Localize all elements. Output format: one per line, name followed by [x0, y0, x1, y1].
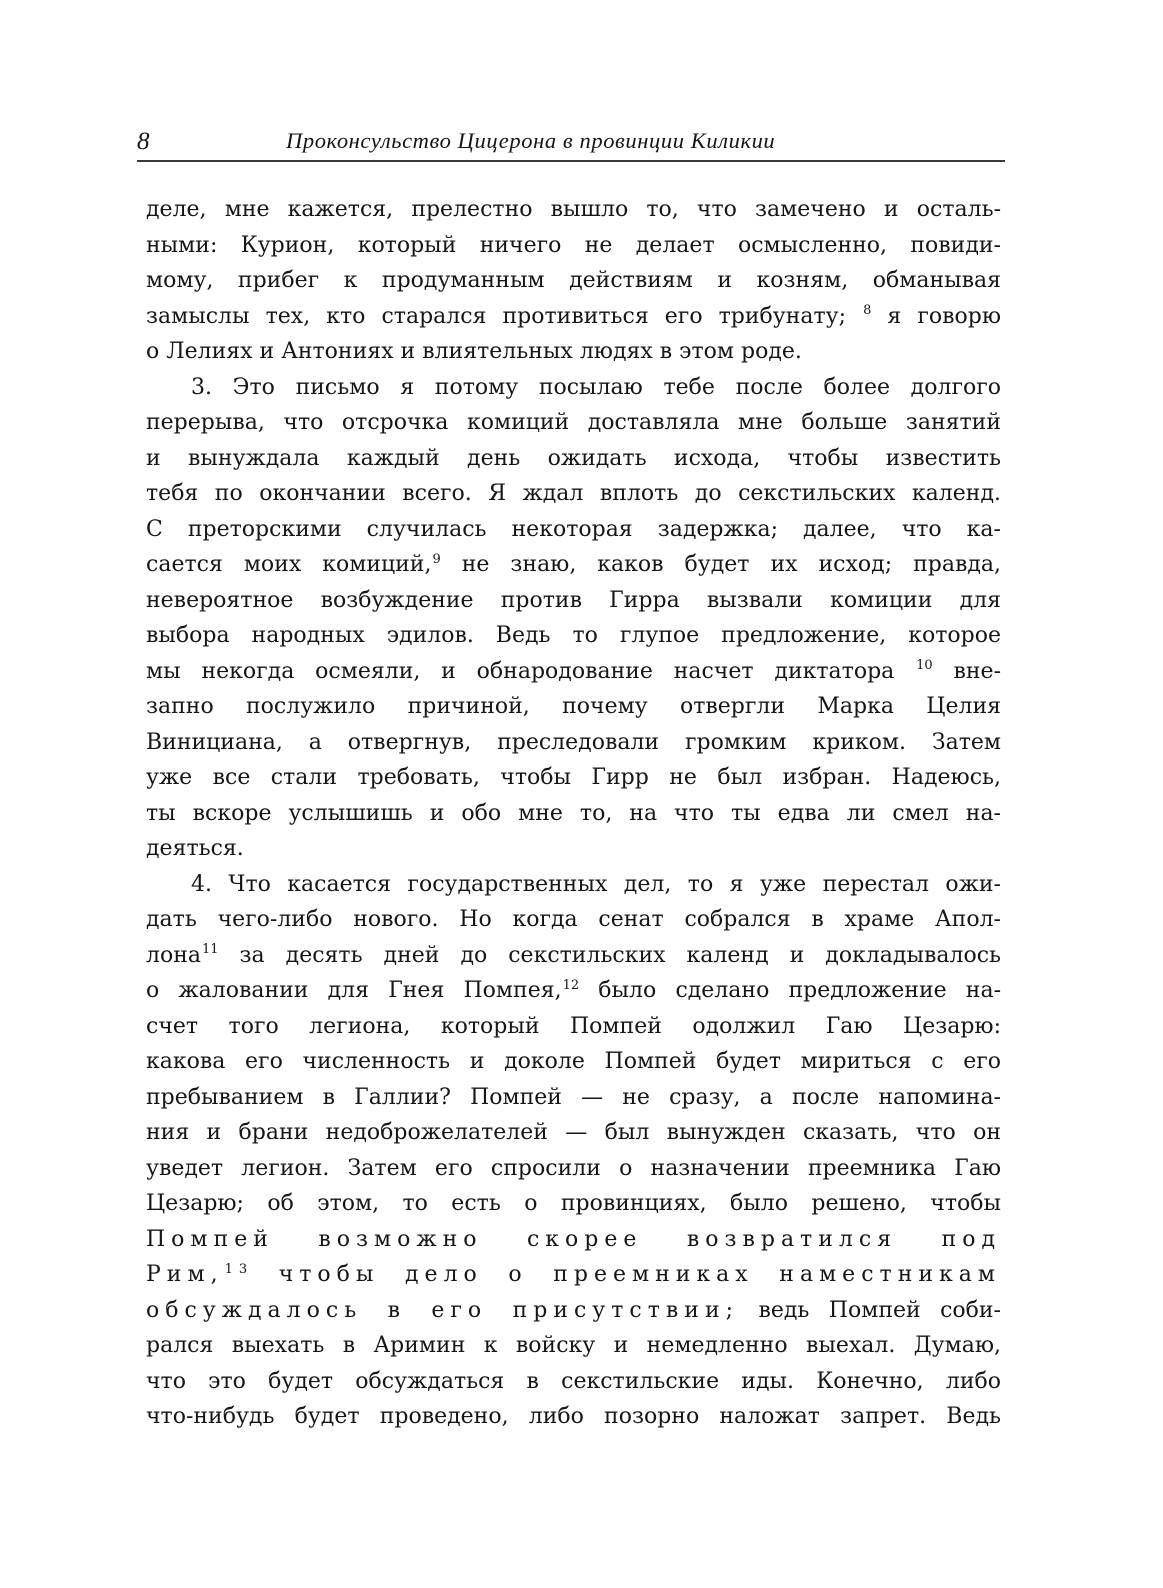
text-line: рался выехать в Аримин к войску и немедленно выехал. Думаю,	[146, 1333, 1001, 1358]
body-text	[146, 192, 1001, 1435]
text-line: что-нибудь будет проведено, либо позорно наложат запрет. Ведь	[146, 1404, 1001, 1429]
text-line: ния и брани недоброжелателей — был вынужден сказать, что он	[146, 1120, 1001, 1145]
text-line: мы некогда осмеяли, и обнародование насчет диктатора $^{10}$ вне-	[146, 658, 1002, 684]
footnote-marker: 13	[224, 1261, 254, 1277]
footnote-marker: 10	[916, 658, 933, 674]
footnote-marker: 8	[863, 303, 872, 319]
text-line: о жаловании для Гнея Помпея,$^{12}$ было сделано предложение на-	[146, 977, 1001, 1003]
text-line: ты вскоре услышишь и обо мне то, на что ты едва ли смел на-	[146, 800, 1001, 826]
text-line: и вынуждала каждый день ожидать исхода, чтобы известить	[146, 445, 1001, 471]
text-line: мому, прибег к продуманным действиям и козням, обманывая	[146, 268, 1001, 293]
text-line: Винициана, а отвергнув, преследовали громким криком. Затем	[146, 729, 1001, 755]
text-line: какова его численность и доколе Помпей будет мириться с его	[146, 1049, 1001, 1074]
text-line: выбора народных эдилов. Ведь то глупое предложение, которое	[146, 623, 1001, 648]
text-line: Цезарю; об этом, то есть о провинциях, было решено, чтобы	[146, 1191, 1001, 1216]
text-line-spaced: Рим,$^{13}$ чтобы дело о преемниках наместникам	[146, 1261, 1001, 1287]
header-rule	[137, 160, 1005, 162]
footnote-marker: 9	[432, 551, 441, 567]
text-line: уведет легион. Затем его спросили о назначении преемника Гаю	[146, 1155, 1001, 1181]
text-line: счет того легиона, который Помпей одолжил Гаю Цезарю:	[146, 1013, 1001, 1039]
text-line-spaced: Помпей возможно скорее возвратился под	[146, 1226, 1001, 1252]
text-line: невероятное возбуждение против Гирра вызвали комиции для	[146, 587, 1001, 613]
text-line: деле, мне кажется, прелестно вышло то, что замечено и осталь-	[146, 197, 1001, 222]
paragraph-start-line: 3. Это письмо я потому посылаю тебе после более долгого	[191, 374, 1001, 400]
text-line: пребыванием в Галлии? Помпей — не сразу, а после напомина-	[146, 1084, 1001, 1110]
text-line: дать чего-либо нового. Но когда сенат собрался в храме Апол-	[146, 907, 1001, 932]
text-line: замыслы тех, кто старался противиться его трибунату; $^8$ я говорю	[146, 303, 1001, 329]
spaced-phrase: обсуждалось в его присутствии;	[146, 1297, 740, 1323]
page-number: 8	[137, 128, 150, 155]
running-title: Проконсульство Цицерона в провинции Киликии	[286, 128, 776, 153]
text-line: уже все стали требовать, чтобы Гирр не был избран. Надеюсь,	[146, 765, 1001, 790]
text-line: о Лелиях и Антониях и влиятельных людях в этом роде.	[146, 339, 802, 364]
text-line: лона$^{11}$ за десять дней до секстильских календ и докладывалось	[146, 942, 1001, 968]
text-line: ными: Курион, который ничего не делает осмысленно, повиди-	[146, 232, 1001, 258]
text-line: что это будет обсуждаться в секстильские иды. Конечно, либо	[146, 1368, 1001, 1394]
text-line: сается моих комиций,$^9$ не знаю, каков будет их исход; правда,	[146, 551, 1001, 577]
footnote-marker: 11	[202, 942, 219, 958]
text-line: перерыва, что отсрочка комиций доставляла мне больше занятий	[146, 410, 1001, 435]
text-line: деяться.	[146, 836, 244, 861]
text-line: запно послужило причиной, почему отвергли Марка Целия	[146, 694, 1001, 719]
text-line: С преторскими случилась некоторая задержка; далее, что ка-	[146, 516, 1001, 542]
text-line: обсуждалось в его присутствии; ведь Помпей соби-	[146, 1297, 1001, 1323]
paragraph-start-line: 4. Что касается государственных дел, то я уже перестал ожи-	[191, 871, 1001, 897]
footnote-marker: 12	[562, 977, 580, 993]
text-line: тебя по окончании всего. Я ждал вплоть до секстильских календ.	[146, 481, 1001, 506]
